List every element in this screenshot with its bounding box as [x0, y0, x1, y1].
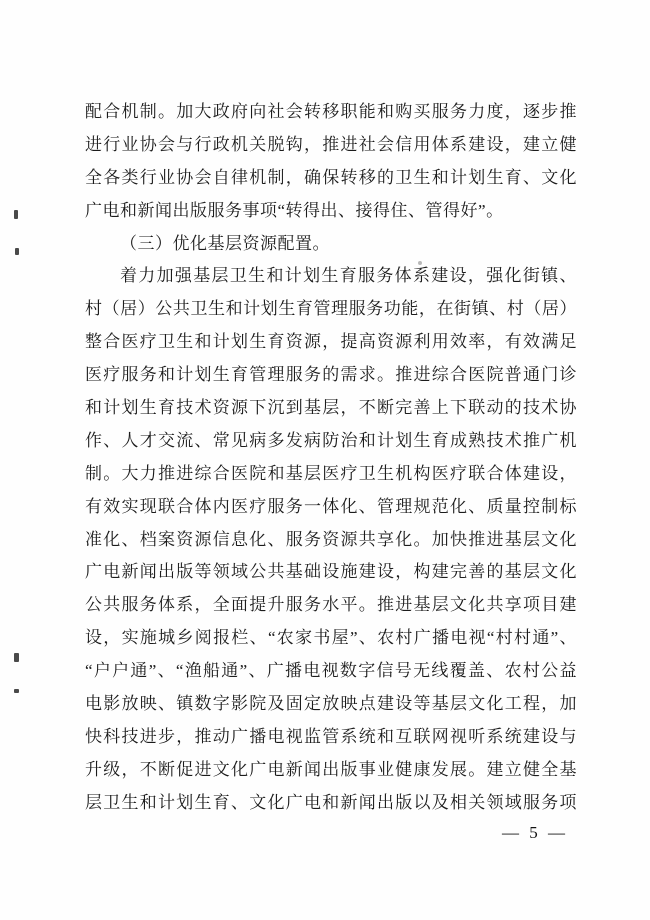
- scan-speck: [15, 248, 19, 255]
- page-number: — 5 —: [502, 823, 568, 842]
- text-line: 升级，不断促进文化广电新闻出版事业健康发展。建立健全基: [85, 759, 577, 779]
- text-line: 准化、档案资源信息化、服务资源共享化。加快推进基层文化: [85, 529, 577, 549]
- scan-speck: [14, 653, 19, 662]
- text-line: 村（居）公共卫生和计划生育管理服务功能，在街镇、村（居）: [85, 299, 577, 319]
- scan-speck: [14, 210, 18, 219]
- text-line: 公共服务体系，全面提升服务水平。推进基层文化共享项目建: [85, 595, 577, 615]
- document-text: [85, 96, 577, 820]
- text-line: 制。大力推进综合医院和基层医疗卫生机构医疗联合体建设，: [85, 463, 577, 483]
- text-line: 电影放映、镇数字影院及固定放映点建设等基层文化工程，加: [85, 694, 577, 714]
- text-line: 有效实现联合体内医疗服务一体化、管理规范化、质量控制标: [85, 496, 577, 516]
- text-line: 进行业协会与行政机关脱钩，推进社会信用体系建设，建立健: [85, 134, 577, 154]
- text-line: 作、人才交流、常见病多发病防治和计划生育成熟技术推广机: [85, 430, 577, 450]
- text-line: 和计划生育技术资源下沉到基层，不断完善上下联动的技术协: [85, 398, 577, 418]
- text-line: 广电和新闻出版服务事项“转得出、接得住、管得好”。: [85, 200, 504, 220]
- text-line: （三）优化基层资源配置。: [120, 233, 330, 253]
- scan-speck: [418, 261, 422, 265]
- text-line: 医疗服务和计划生育管理服务的需求。推进综合医院普通门诊: [85, 365, 577, 385]
- text-line: 广电新闻出版等领域公共基础设施建设，构建完善的基层文化: [85, 562, 577, 582]
- text-line: 设，实施城乡阅报栏、“农家书屋”、农村广播电视“村村通”、: [85, 628, 577, 648]
- text-line: 整合医疗卫生和计划生育资源，提高资源利用效率，有效满足: [85, 332, 577, 352]
- text-line: 全各类行业协会自律机制，确保转移的卫生和计划生育、文化: [85, 167, 577, 187]
- text-line: 着力加强基层卫生和计划生育服务体系建设，强化街镇、: [120, 266, 577, 286]
- text-line: 配合机制。加大政府向社会转移职能和购买服务力度，逐步推: [85, 102, 577, 121]
- text-line: 快科技进步，推动广播电视监管系统和互联网视听系统建设与: [85, 726, 577, 746]
- scan-speck: [14, 689, 19, 693]
- text-line: 层卫生和计划生育、文化广电和新闻出版以及相关领域服务项: [85, 792, 577, 812]
- text-line: “户户通”、“渔船通”、广播电视数字信号无线覆盖、农村公益: [85, 661, 577, 681]
